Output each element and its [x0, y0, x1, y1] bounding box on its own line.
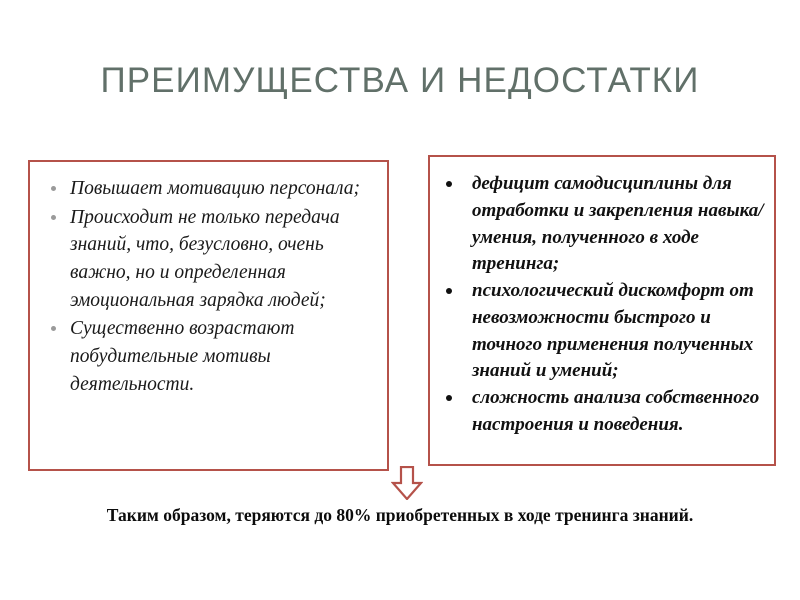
summary-caption: Таким образом, теряются до 80% приобретенных в ходе тренинга знаний.: [106, 505, 694, 525]
arrow-down-icon: [391, 466, 423, 500]
advantages-box: [28, 160, 389, 471]
list-item: сложность анализа собственного настроения и поведения.: [440, 385, 766, 439]
list-item: Происходит не только передача знаний, что, безусловно, очень важно, но и определенная эмоциональная зарядка людей;: [46, 204, 377, 315]
list-item: Существенно возрастают побудительные мотивы деятельности.: [46, 315, 377, 398]
list-item: психологический дискомфорт от невозможности быстрого и точного применения полученных знаний и умений;: [440, 278, 766, 385]
disadvantages-box: [428, 155, 776, 466]
page-title: ПРЕИМУЩЕСТВА И НЕДОСТАТКИ: [100, 61, 700, 100]
advantages-list: [30, 162, 387, 399]
list-item: дефицит самодисциплины для отработки и закрепления навыка/умения, полученного в ходе тренинга;: [440, 171, 766, 278]
disadvantages-list: [430, 157, 774, 439]
list-item: Повышает мотивацию персонала;: [46, 175, 377, 203]
